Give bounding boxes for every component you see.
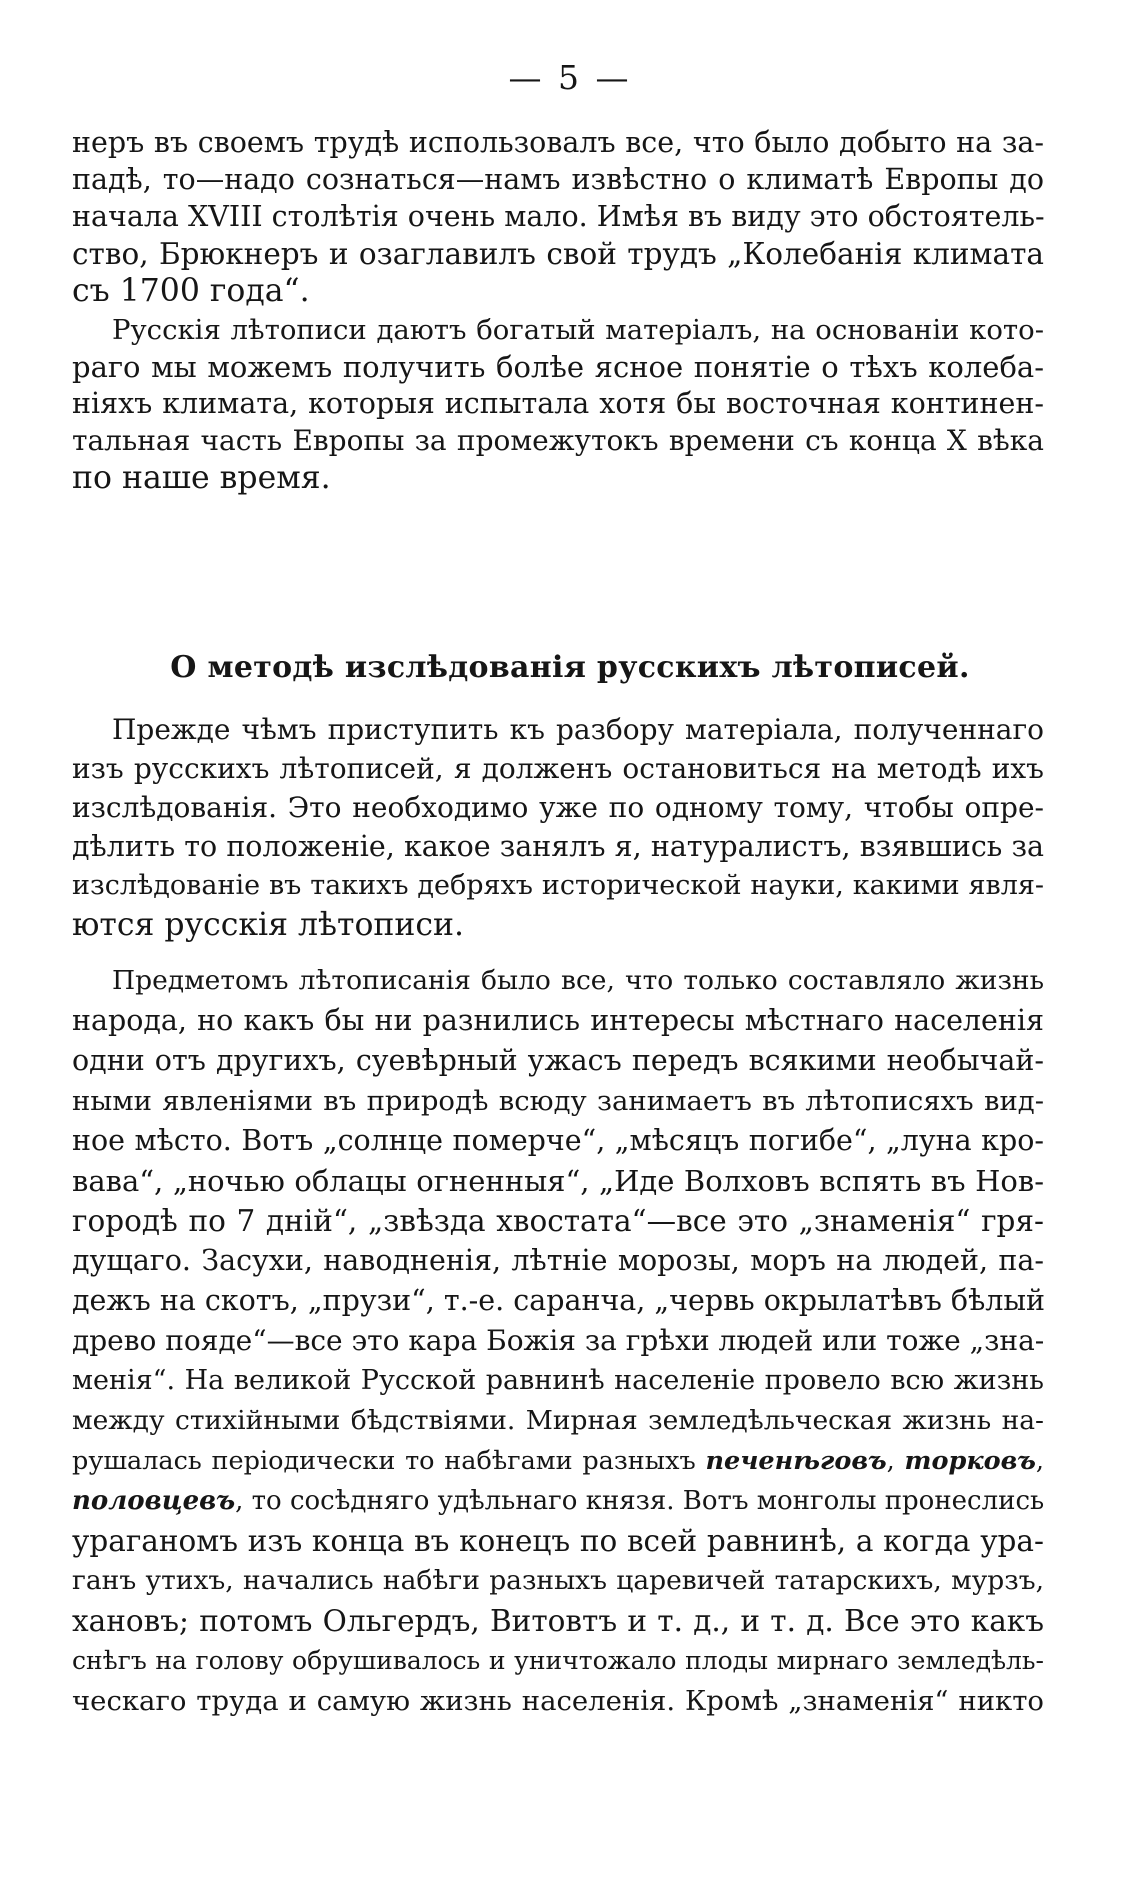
text-line: неръ въ своемъ трудѣ использовалъ все, что было добыто на за- [72, 126, 1044, 159]
section-heading: О методѣ изслѣдованія русскихъ лѣтописей. [170, 650, 970, 685]
page-number: — 5 — [508, 58, 632, 97]
text-line: раго мы можемъ получить болѣе ясное понятіе о тѣхъ колеба- [72, 350, 1044, 384]
text-line: ными явленіями въ природѣ всюду занимаетъ въ лѣтописяхъ вид- [72, 1085, 1044, 1117]
text-line: городѣ по 7 дній“, „звѣзда хвостата“—все это „знаменія“ гря- [72, 1204, 1044, 1238]
text-line: съ 1700 года“. [72, 273, 310, 309]
text-line: падѣ, то—надо сознаться—намъ извѣстно о климатѣ Европы до [72, 163, 1044, 196]
text-line [72, 1441, 1044, 1481]
text-line: Предметомъ лѣтописанія было все, что только составляло жизнь [112, 965, 1044, 996]
text-line: ніяхъ климата, которыя испытала хотя бы восточная континен- [72, 387, 1044, 420]
text-line: ческаго труда и самую жизнь населенія. Кромѣ „знаменія“ никто [72, 1685, 1044, 1717]
text-line: изслѣдованіе въ такихъ дебряхъ исторической науки, какими явля- [72, 870, 1044, 901]
text-line: народа, но какъ бы ни разнились интересы мѣстнаго населенія [72, 1004, 1044, 1037]
italic-word: половцевъ [72, 1486, 236, 1516]
text-line: ганъ утихъ, начались набѣги разныхъ царевичей татарскихъ, мурзъ, [72, 1565, 1044, 1596]
text-line: Прежде чѣмъ приступить къ разбору матеріала, полученнаго [112, 713, 1044, 746]
text-line: ураганомъ изъ конца въ конецъ по всей равнинѣ, а когда ура- [72, 1524, 1044, 1558]
text-segment: рушалась періодически то набѣгами разныхъ [72, 1446, 706, 1476]
text-segment: , [1035, 1446, 1044, 1476]
text-line: дѣлить то положеніе, какое занялъ я, натуралистъ, взявшись за [72, 830, 1044, 863]
text-line: изслѣдованія. Это необходимо уже по одному тому, чтобы опре- [72, 791, 1044, 824]
text-line: менія“. На великой Русской равнинѣ населеніе провело всю жизнь [72, 1365, 1044, 1396]
text-line: изъ русскихъ лѣтописей, я долженъ остановиться на методѣ ихъ [72, 752, 1044, 785]
text-line: вава“, „ночью облацы огненныя“, „Иде Волховъ вспять въ Нов- [72, 1164, 1044, 1198]
text-line: одни отъ другихъ, суевѣрный ужасъ передъ всякими необычай- [72, 1044, 1044, 1077]
text-line: ются русскія лѣтописи. [72, 907, 465, 943]
text-line: Русскія лѣтописи даютъ богатый матеріалъ, на основаніи кото- [112, 314, 1044, 346]
text-line: по наше время. [72, 460, 331, 496]
text-line [72, 1481, 1044, 1521]
text-line: между стихійными бѣдствіями. Мирная земледѣльческая жизнь на- [72, 1405, 1044, 1436]
text-line: дущаго. Засухи, наводненія, лѣтніе морозы, моръ на людей, па- [72, 1244, 1044, 1277]
text-line: ство, Брюкнеръ и озаглавилъ свой трудъ „Колебанія климата [72, 237, 1044, 271]
text-line: начала XVIII столѣтія очень мало. Имѣя въ виду это обстоятель- [72, 200, 1045, 233]
text-segment: , [886, 1446, 905, 1476]
text-line: ное мѣсто. Вотъ „солнце померче“, „мѣсяцъ погибе“, „луна кро- [72, 1124, 1044, 1157]
text-line: древо пояде“—все это кара Божія за грѣхи людей или тоже „зна- [72, 1324, 1045, 1357]
italic-word: печенѣговъ [705, 1446, 887, 1476]
text-line: снѣгъ на голову обрушивалось и уничтожало плоды мирнаго земледѣль- [72, 1646, 1044, 1675]
text-line: хановъ; потомъ Ольгердъ, Витовтъ и т. д., и т. д. Все это какъ [72, 1604, 1044, 1638]
italic-word: торковъ [904, 1446, 1036, 1476]
text-line: дежъ на скотъ, „прузи“, т.-е. саранча, „червь окрылатѣвъ бѣлый [72, 1284, 1046, 1317]
text-line: тальная часть Европы за промежутокъ времени съ конца X вѣка [72, 424, 1044, 457]
text-segment: , то сосѣдняго удѣльнаго князя. Вотъ монголы пронеслись [235, 1486, 1045, 1516]
